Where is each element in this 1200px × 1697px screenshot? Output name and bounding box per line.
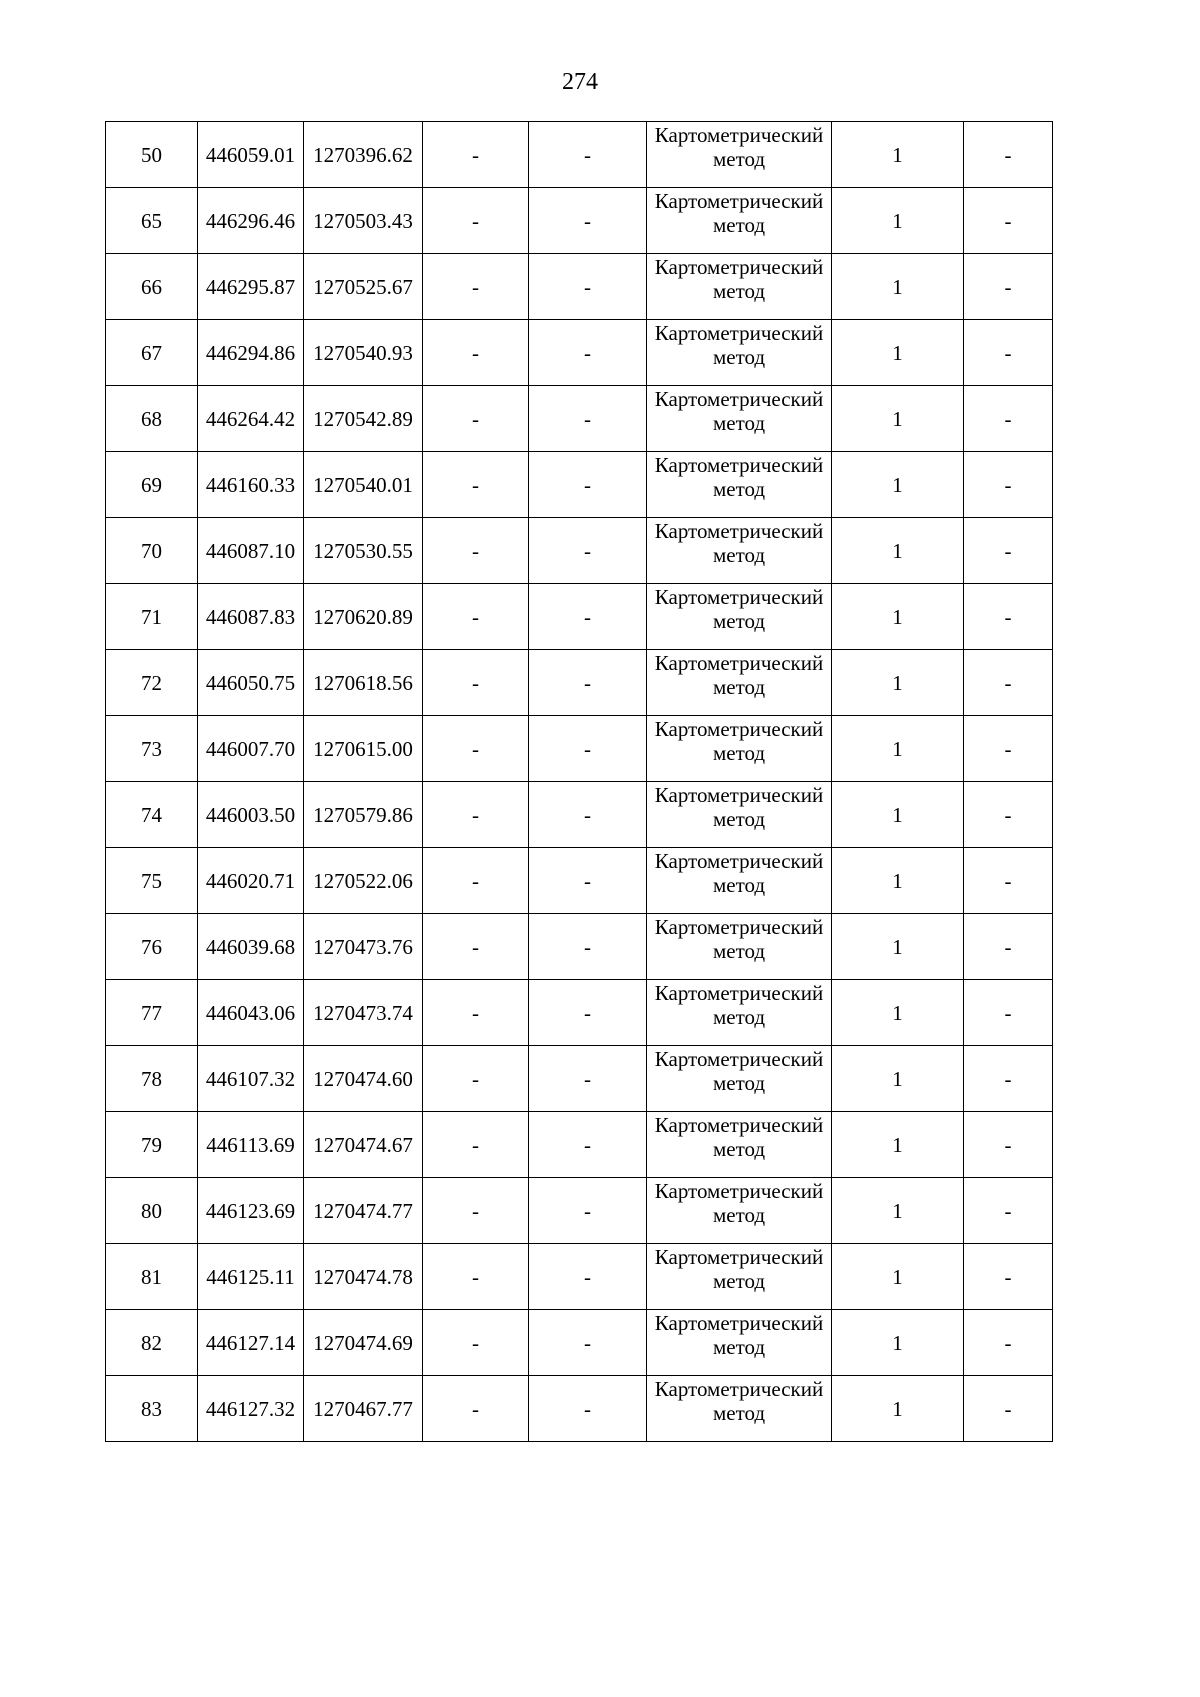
x-coordinate-cell: 446043.06 (198, 980, 304, 1046)
point-number-cell: 70 (106, 518, 198, 584)
table-row (106, 584, 1053, 650)
method-label-line2: метод (712, 1269, 766, 1293)
method-label-line1: Картометрический (654, 453, 824, 477)
empty-value-cell: - (529, 254, 647, 320)
accuracy-cell: 1 (832, 650, 964, 716)
table-row (106, 914, 1053, 980)
x-coordinate-cell: 446127.32 (198, 1376, 304, 1442)
x-coordinate-cell: 446107.32 (198, 1046, 304, 1112)
method-label-line1: Картометрический (654, 321, 824, 345)
method-cell (647, 452, 832, 518)
y-coordinate-cell: 1270522.06 (304, 848, 423, 914)
point-number-cell: 76 (106, 914, 198, 980)
empty-value-cell: - (529, 980, 647, 1046)
empty-value-cell: - (529, 584, 647, 650)
accuracy-cell: 1 (832, 914, 964, 980)
accuracy-cell: 1 (832, 980, 964, 1046)
method-cell (647, 1046, 832, 1112)
y-coordinate-cell: 1270396.62 (304, 122, 423, 188)
empty-value-cell: - (423, 782, 529, 848)
y-coordinate-cell: 1270540.93 (304, 320, 423, 386)
empty-value-cell: - (423, 1244, 529, 1310)
point-number-cell: 75 (106, 848, 198, 914)
empty-value-cell: - (423, 386, 529, 452)
method-label-line2: метод (712, 807, 766, 831)
point-number-cell: 80 (106, 1178, 198, 1244)
method-cell (647, 584, 832, 650)
empty-value-cell: - (529, 716, 647, 782)
point-number-cell: 71 (106, 584, 198, 650)
method-cell (647, 1112, 832, 1178)
accuracy-cell: 1 (832, 1376, 964, 1442)
method-label-line2: метод (712, 1335, 766, 1359)
table-row (106, 848, 1053, 914)
coordinates-table (105, 121, 1053, 1442)
accuracy-cell: 1 (832, 386, 964, 452)
empty-value-cell: - (964, 320, 1053, 386)
method-cell (647, 1244, 832, 1310)
empty-value-cell: - (423, 650, 529, 716)
empty-value-cell: - (964, 1310, 1053, 1376)
y-coordinate-cell: 1270474.60 (304, 1046, 423, 1112)
empty-value-cell: - (964, 914, 1053, 980)
x-coordinate-cell: 446003.50 (198, 782, 304, 848)
accuracy-cell: 1 (832, 518, 964, 584)
page-number: 274 (562, 69, 598, 95)
method-cell (647, 980, 832, 1046)
x-coordinate-cell: 446050.75 (198, 650, 304, 716)
accuracy-cell: 1 (832, 1310, 964, 1376)
empty-value-cell: - (529, 782, 647, 848)
point-number-cell: 79 (106, 1112, 198, 1178)
empty-value-cell: - (529, 848, 647, 914)
x-coordinate-cell: 446123.69 (198, 1178, 304, 1244)
empty-value-cell: - (964, 1178, 1053, 1244)
method-label-line2: метод (712, 1005, 766, 1029)
method-cell (647, 650, 832, 716)
method-label-line2: метод (712, 345, 766, 369)
y-coordinate-cell: 1270530.55 (304, 518, 423, 584)
point-number-cell: 67 (106, 320, 198, 386)
method-label-line2: метод (712, 1203, 766, 1227)
y-coordinate-cell: 1270474.77 (304, 1178, 423, 1244)
method-cell (647, 914, 832, 980)
empty-value-cell: - (964, 782, 1053, 848)
table-row (106, 122, 1053, 188)
y-coordinate-cell: 1270620.89 (304, 584, 423, 650)
point-number-cell: 69 (106, 452, 198, 518)
empty-value-cell: - (964, 980, 1053, 1046)
table-row (106, 386, 1053, 452)
accuracy-cell: 1 (832, 848, 964, 914)
method-label-line1: Картометрический (654, 1047, 824, 1071)
empty-value-cell: - (964, 650, 1053, 716)
x-coordinate-cell: 446160.33 (198, 452, 304, 518)
method-cell (647, 1310, 832, 1376)
empty-value-cell: - (964, 188, 1053, 254)
x-coordinate-cell: 446087.10 (198, 518, 304, 584)
y-coordinate-cell: 1270473.74 (304, 980, 423, 1046)
method-label-line2: метод (712, 939, 766, 963)
point-number-cell: 78 (106, 1046, 198, 1112)
empty-value-cell: - (423, 1310, 529, 1376)
empty-value-cell: - (423, 914, 529, 980)
y-coordinate-cell: 1270542.89 (304, 386, 423, 452)
empty-value-cell: - (529, 452, 647, 518)
method-cell (647, 386, 832, 452)
method-label-line1: Картометрический (654, 717, 824, 741)
method-label-line2: метод (712, 1401, 766, 1425)
method-cell (647, 254, 832, 320)
accuracy-cell: 1 (832, 254, 964, 320)
x-coordinate-cell: 446127.14 (198, 1310, 304, 1376)
y-coordinate-cell: 1270618.56 (304, 650, 423, 716)
empty-value-cell: - (423, 1178, 529, 1244)
x-coordinate-cell: 446020.71 (198, 848, 304, 914)
x-coordinate-cell: 446296.46 (198, 188, 304, 254)
empty-value-cell: - (529, 188, 647, 254)
empty-value-cell: - (964, 584, 1053, 650)
table-row (106, 1376, 1053, 1442)
y-coordinate-cell: 1270540.01 (304, 452, 423, 518)
table-row (106, 650, 1053, 716)
method-label-line1: Картометрический (654, 1311, 824, 1335)
method-label-line2: метод (712, 213, 766, 237)
method-label-line1: Картометрический (654, 585, 824, 609)
method-cell (647, 122, 832, 188)
empty-value-cell: - (423, 1376, 529, 1442)
method-label-line2: метод (712, 1137, 766, 1161)
method-label-line1: Картометрический (654, 1245, 824, 1269)
table-row (106, 1112, 1053, 1178)
x-coordinate-cell: 446294.86 (198, 320, 304, 386)
empty-value-cell: - (529, 1244, 647, 1310)
method-label-line1: Картометрический (654, 255, 824, 279)
method-cell (647, 518, 832, 584)
table-row (106, 1310, 1053, 1376)
method-label-line2: метод (712, 1071, 766, 1095)
method-cell (647, 320, 832, 386)
method-cell (647, 188, 832, 254)
method-label-line2: метод (712, 873, 766, 897)
method-label-line2: метод (712, 477, 766, 501)
method-label-line1: Картометрический (654, 1377, 824, 1401)
method-label-line1: Картометрический (654, 189, 824, 213)
accuracy-cell: 1 (832, 1178, 964, 1244)
method-label-line1: Картометрический (654, 519, 824, 543)
method-cell (647, 1178, 832, 1244)
point-number-cell: 83 (106, 1376, 198, 1442)
y-coordinate-cell: 1270473.76 (304, 914, 423, 980)
accuracy-cell: 1 (832, 1244, 964, 1310)
empty-value-cell: - (423, 452, 529, 518)
table-row (106, 188, 1053, 254)
table-row (106, 518, 1053, 584)
method-label-line2: метод (712, 543, 766, 567)
empty-value-cell: - (423, 122, 529, 188)
method-label-line1: Картометрический (654, 981, 824, 1005)
empty-value-cell: - (964, 1244, 1053, 1310)
y-coordinate-cell: 1270579.86 (304, 782, 423, 848)
table-row (106, 1178, 1053, 1244)
x-coordinate-cell: 446125.11 (198, 1244, 304, 1310)
empty-value-cell: - (964, 518, 1053, 584)
empty-value-cell: - (964, 452, 1053, 518)
accuracy-cell: 1 (832, 1046, 964, 1112)
method-label-line1: Картометрический (654, 387, 824, 411)
point-number-cell: 68 (106, 386, 198, 452)
x-coordinate-cell: 446039.68 (198, 914, 304, 980)
empty-value-cell: - (964, 254, 1053, 320)
accuracy-cell: 1 (832, 1112, 964, 1178)
empty-value-cell: - (529, 1178, 647, 1244)
x-coordinate-cell: 446264.42 (198, 386, 304, 452)
table-row (106, 452, 1053, 518)
point-number-cell: 50 (106, 122, 198, 188)
empty-value-cell: - (529, 1112, 647, 1178)
method-label-line2: метод (712, 279, 766, 303)
x-coordinate-cell: 446059.01 (198, 122, 304, 188)
method-label-line2: метод (712, 411, 766, 435)
empty-value-cell: - (529, 1376, 647, 1442)
empty-value-cell: - (964, 848, 1053, 914)
empty-value-cell: - (529, 914, 647, 980)
y-coordinate-cell: 1270474.78 (304, 1244, 423, 1310)
empty-value-cell: - (529, 1310, 647, 1376)
method-cell (647, 782, 832, 848)
y-coordinate-cell: 1270525.67 (304, 254, 423, 320)
x-coordinate-cell: 446007.70 (198, 716, 304, 782)
method-label-line1: Картометрический (654, 783, 824, 807)
empty-value-cell: - (964, 1112, 1053, 1178)
method-cell (647, 1376, 832, 1442)
table-row (106, 254, 1053, 320)
x-coordinate-cell: 446113.69 (198, 1112, 304, 1178)
x-coordinate-cell: 446087.83 (198, 584, 304, 650)
empty-value-cell: - (964, 1046, 1053, 1112)
accuracy-cell: 1 (832, 584, 964, 650)
empty-value-cell: - (964, 122, 1053, 188)
empty-value-cell: - (423, 1112, 529, 1178)
point-number-cell: 66 (106, 254, 198, 320)
accuracy-cell: 1 (832, 782, 964, 848)
point-number-cell: 73 (106, 716, 198, 782)
point-number-cell: 82 (106, 1310, 198, 1376)
point-number-cell: 72 (106, 650, 198, 716)
accuracy-cell: 1 (832, 188, 964, 254)
accuracy-cell: 1 (832, 320, 964, 386)
method-cell (647, 848, 832, 914)
table-row (106, 980, 1053, 1046)
y-coordinate-cell: 1270503.43 (304, 188, 423, 254)
point-number-cell: 74 (106, 782, 198, 848)
y-coordinate-cell: 1270474.69 (304, 1310, 423, 1376)
table-row (106, 320, 1053, 386)
empty-value-cell: - (529, 122, 647, 188)
point-number-cell: 77 (106, 980, 198, 1046)
empty-value-cell: - (529, 650, 647, 716)
method-label-line1: Картометрический (654, 915, 824, 939)
empty-value-cell: - (423, 980, 529, 1046)
empty-value-cell: - (423, 320, 529, 386)
accuracy-cell: 1 (832, 716, 964, 782)
y-coordinate-cell: 1270615.00 (304, 716, 423, 782)
empty-value-cell: - (529, 1046, 647, 1112)
method-cell (647, 716, 832, 782)
method-label-line2: метод (712, 147, 766, 171)
y-coordinate-cell: 1270474.67 (304, 1112, 423, 1178)
empty-value-cell: - (964, 386, 1053, 452)
empty-value-cell: - (423, 518, 529, 584)
empty-value-cell: - (423, 1046, 529, 1112)
empty-value-cell: - (423, 584, 529, 650)
method-label-line1: Картометрический (654, 1113, 824, 1137)
method-label-line2: метод (712, 675, 766, 699)
point-number-cell: 65 (106, 188, 198, 254)
x-coordinate-cell: 446295.87 (198, 254, 304, 320)
table-row (106, 782, 1053, 848)
empty-value-cell: - (529, 386, 647, 452)
empty-value-cell: - (964, 716, 1053, 782)
coordinates-table-body (106, 122, 1053, 1442)
table-row (106, 716, 1053, 782)
method-label-line1: Картометрический (654, 123, 824, 147)
empty-value-cell: - (529, 518, 647, 584)
accuracy-cell: 1 (832, 452, 964, 518)
method-label-line2: метод (712, 609, 766, 633)
empty-value-cell: - (423, 848, 529, 914)
table-row (106, 1046, 1053, 1112)
point-number-cell: 81 (106, 1244, 198, 1310)
accuracy-cell: 1 (832, 122, 964, 188)
empty-value-cell: - (423, 716, 529, 782)
method-label-line1: Картометрический (654, 651, 824, 675)
empty-value-cell: - (423, 188, 529, 254)
empty-value-cell: - (964, 1376, 1053, 1442)
method-label-line1: Картометрический (654, 1179, 824, 1203)
method-label-line1: Картометрический (654, 849, 824, 873)
y-coordinate-cell: 1270467.77 (304, 1376, 423, 1442)
empty-value-cell: - (529, 320, 647, 386)
method-label-line2: метод (712, 741, 766, 765)
table-row (106, 1244, 1053, 1310)
empty-value-cell: - (423, 254, 529, 320)
